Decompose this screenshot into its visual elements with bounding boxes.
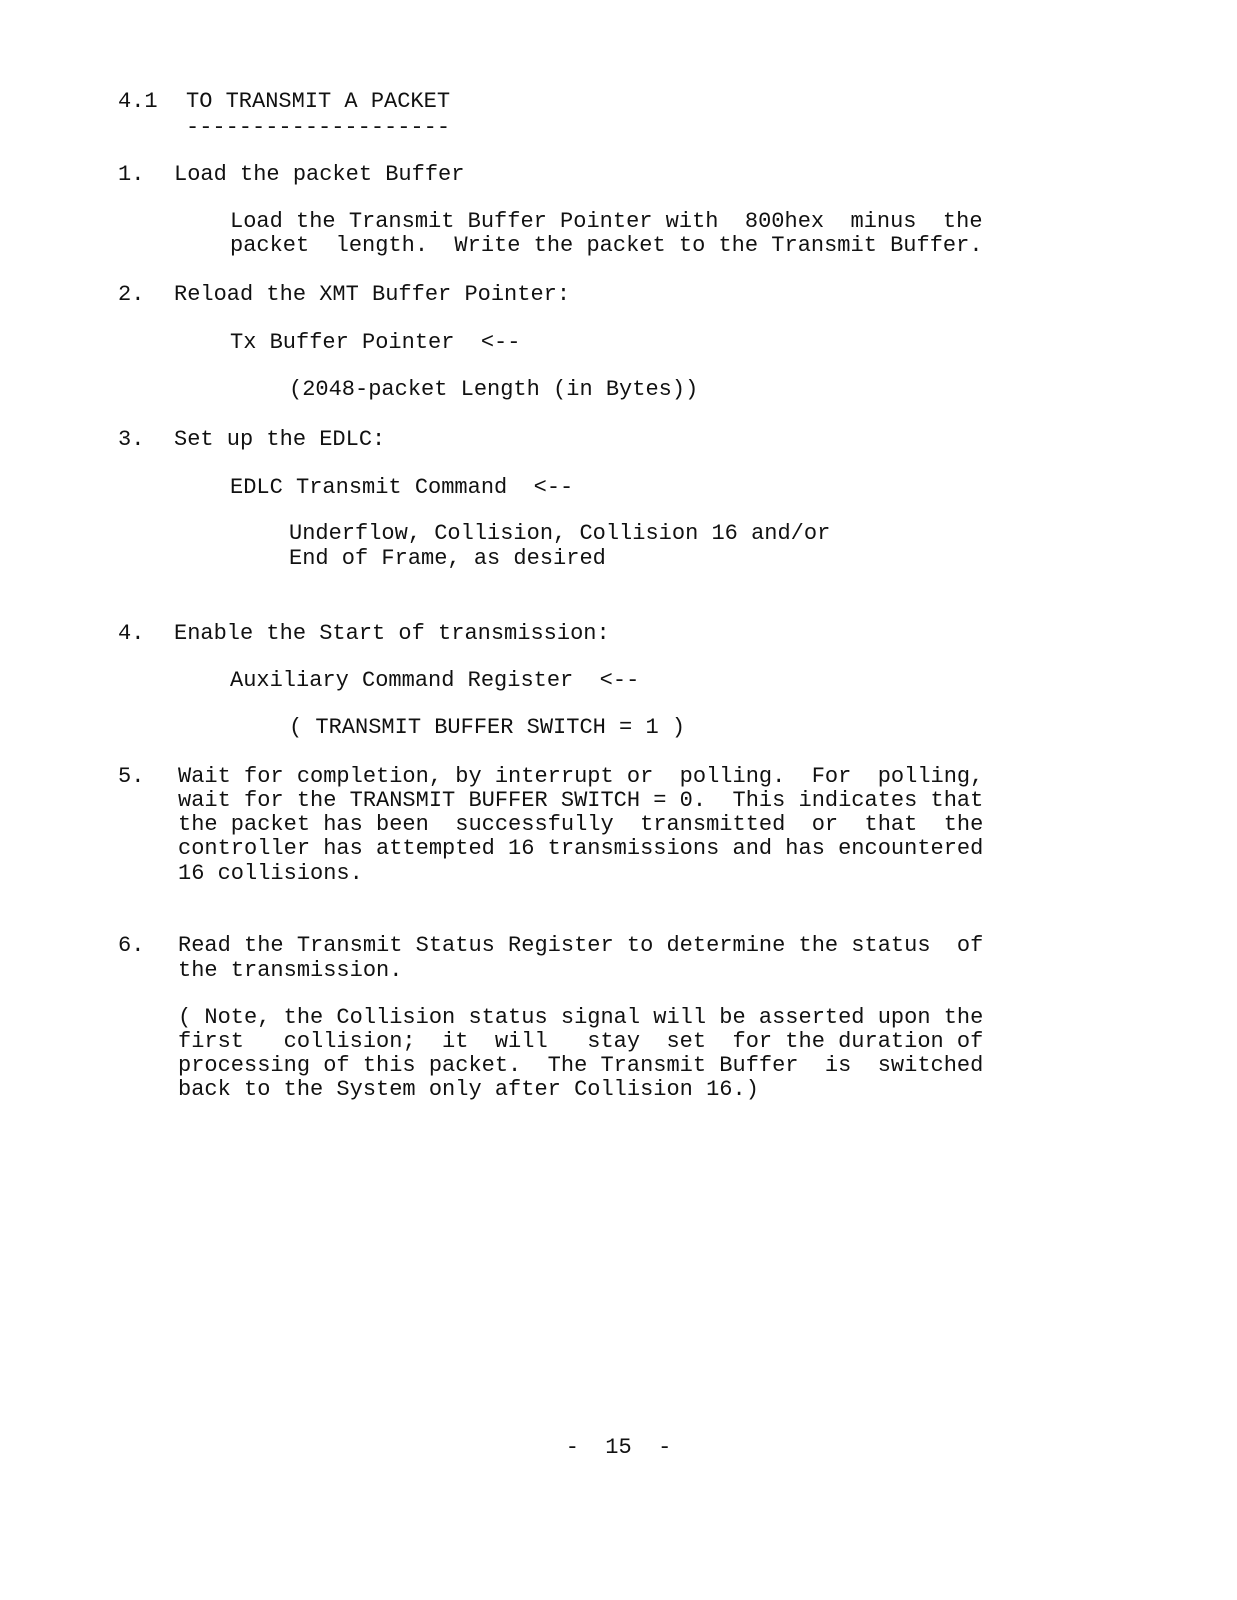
step-4-line-1: Auxiliary Command Register <-- — [230, 668, 640, 693]
step-6-note-line-4: back to the System only after Collision 16.) — [178, 1077, 759, 1102]
step-3-sub-line-2: End of Frame, as desired — [289, 546, 606, 571]
step-2-title: Reload the XMT Buffer Pointer: — [174, 282, 571, 307]
step-6-note-line-1: ( Note, the Collision status signal will be asserted upon the — [178, 1005, 984, 1030]
step-2-number: 2. — [118, 282, 145, 307]
step-3-sub-line-1: Underflow, Collision, Collision 16 and/or — [289, 521, 831, 546]
step-3-line-1: EDLC Transmit Command <-- — [230, 475, 574, 500]
step-1-number: 1. — [118, 162, 145, 187]
step-4-title: Enable the Start of transmission: — [174, 621, 610, 646]
step-6-note-line-2: first collision; it will stay set for the duration of — [178, 1029, 984, 1054]
step-4-sub-line-1: ( TRANSMIT BUFFER SWITCH = 1 ) — [289, 715, 686, 740]
step-1-line-2: packet length. Write the packet to the Transmit Buffer. — [230, 233, 983, 258]
step-1-title: Load the packet Buffer — [174, 162, 465, 187]
step-5-line-3: the packet has been successfully transmitted or that the — [178, 812, 984, 837]
section-title-underline: -------------------- — [186, 115, 451, 140]
step-5-line-4: controller has attempted 16 transmissions and has encountered — [178, 836, 984, 861]
step-2-line-1: Tx Buffer Pointer <-- — [230, 330, 521, 355]
step-6-note-line-3: processing of this packet. The Transmit Buffer is switched — [178, 1053, 984, 1078]
step-6-number: 6. — [118, 933, 145, 958]
step-5-line-5: 16 collisions. — [178, 861, 363, 886]
step-2-sub-line-1: (2048-packet Length (in Bytes)) — [289, 377, 699, 402]
step-1-line-1: Load the Transmit Buffer Pointer with 800hex minus the — [230, 209, 983, 234]
step-5-line-2: wait for the TRANSMIT BUFFER SWITCH = 0. This indicates that — [178, 788, 984, 813]
section-title: TO TRANSMIT A PACKET — [186, 89, 451, 114]
section-number: 4.1 — [118, 89, 158, 114]
page-number: - 15 - — [565, 1435, 672, 1460]
step-3-number: 3. — [118, 427, 145, 452]
step-6-line-1: Read the Transmit Status Register to determine the status of — [178, 933, 984, 958]
step-5-number: 5. — [118, 764, 145, 789]
step-4-number: 4. — [118, 621, 145, 646]
step-3-title: Set up the EDLC: — [174, 427, 386, 452]
step-5-line-1: Wait for completion, by interrupt or polling. For polling, — [178, 764, 984, 789]
step-6-line-2: the transmission. — [178, 958, 403, 983]
